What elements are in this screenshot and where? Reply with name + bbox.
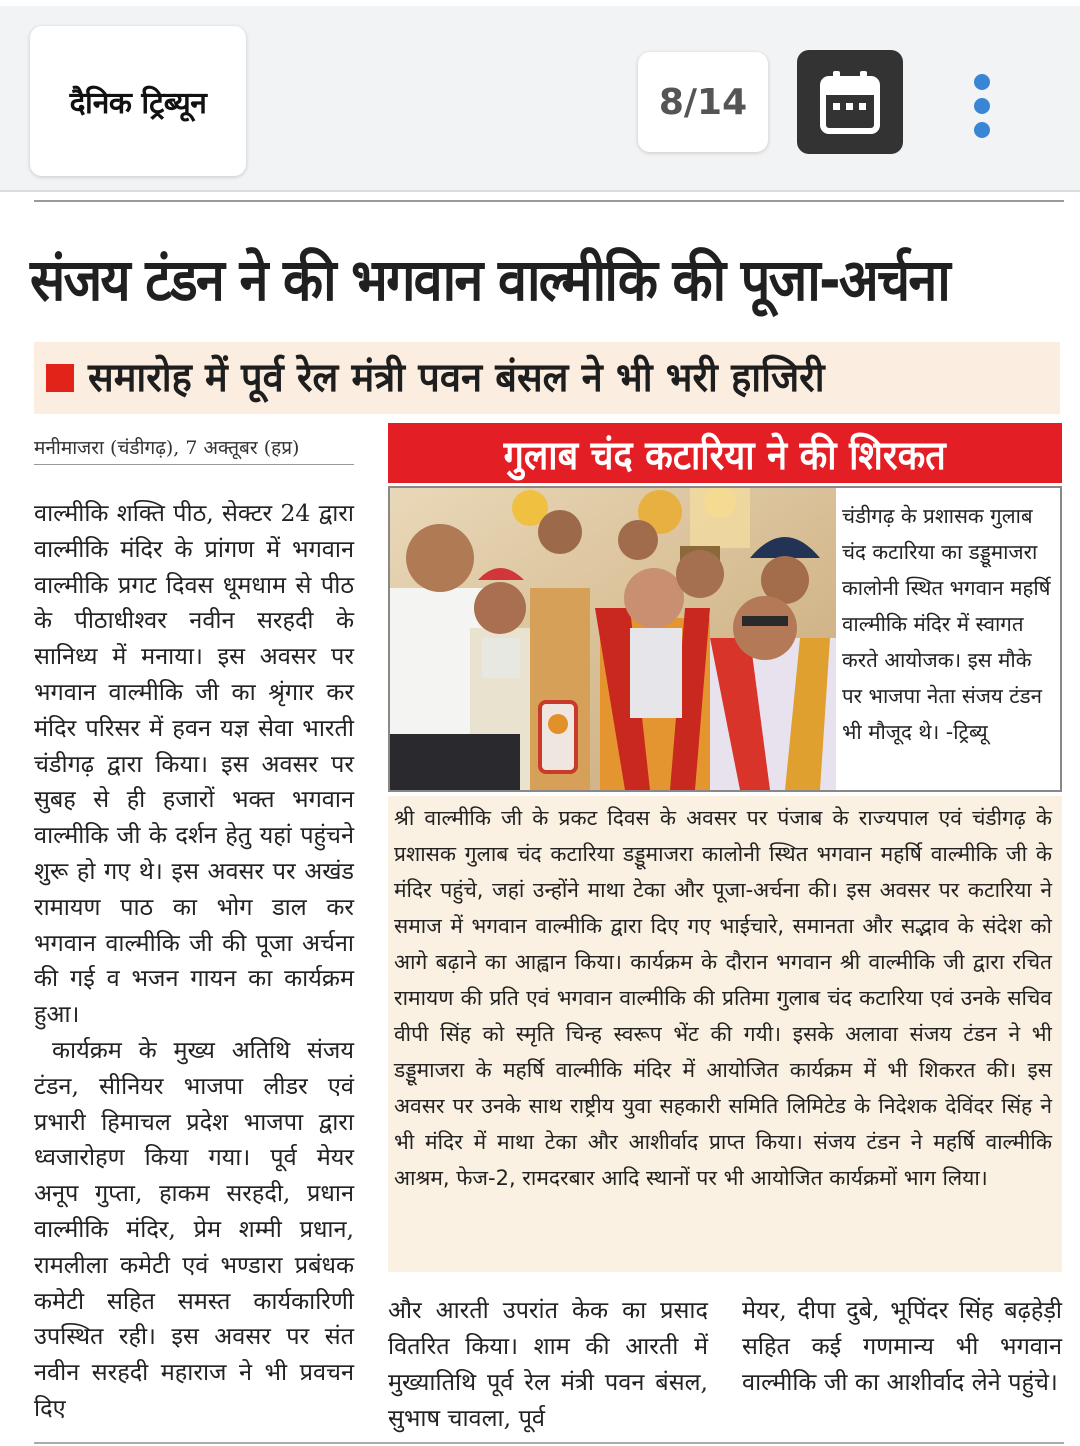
more-vert-icon-dot-3 [974, 122, 990, 138]
newspaper-logo-button[interactable] [30, 26, 246, 176]
sidebar-story-title: गुलाब चंद कटारिया ने की शिरकत [503, 432, 947, 479]
calendar-button[interactable] [797, 50, 903, 154]
red-bullet-icon [46, 364, 74, 392]
article-body-column-1 [34, 496, 354, 1427]
article-body-column-2: और आरती उपरांत केक का प्रसाद वितरित किया। शाम की आरती में मुख्यातिथि पूर्व रेल मंत्री पवन बंसल, सुभाष चावला, पूर्व [388, 1296, 708, 1432]
photo-caption: चंडीगढ़ के प्रशासक गुलाब चंद कटारिया का डड्डूमाजरा कालोनी स्थित भगवान महर्षि वाल्मीकि मंदिर में स्वागत करते आयोजक। इस मौके पर भाजपा नेता संजय टंडन भी मौजूद थे। -ट्रिब्यू [842, 504, 1051, 744]
article-dateline: मनीमाजरा (चंडीगढ़), 7 अक्तूबर (हप्र) [34, 437, 300, 459]
article-paragraph-1: वाल्मीकि शक्ति पीठ, सेक्टर 24 द्वारा वाल्मीकि मंदिर के प्रांगण में भगवान वाल्मीकि प्रगट दिवस धूमधाम से पीठ के पीठाधीश्वर नवीन सरहदी के सानिध्य में मनाया। इस अवसर पर भगवान वाल्मीकि जी का श्रृंगार कर मंदिर परिसर में हवन यज्ञ सेवा भारती चंडीगढ़ द्वारा किया। इस अवसर पर सुबह से ही हजारों भक्त भगवान वाल्मीकि जी के दर्शन हेतु यहां पहुंचने शुरू हो गए थे। इस अवसर पर अखंड रामायण पाठ का भोग डाल कर भगवान वाल्मीकि जी की पूजा अर्चना की गई व भजन गायन का कार्यक्रम हुआ। [34, 499, 354, 1029]
more-options-button[interactable] [960, 66, 1004, 146]
more-vert-icon-dot-2 [974, 98, 990, 114]
sidebar-story-text: श्री वाल्मीकि जी के प्रकट दिवस के अवसर पर पंजाब के राज्यपाल एवं चंडीगढ़ के प्रशासक गुलाब चंद कटारिया डड्डूमाजरा कालोनी स्थित भगवान महर्षि वाल्मीकि जी के मंदिर पहुंचे, जहां उन्होंने माथा टेका और पूजा-अर्चना की। इस अवसर पर कटारिया ने समाज में भगवान वाल्मीकि द्वारा दिए गए भाईचारे, समानता और सद्भाव के संदेश को आगे बढ़ाने का आह्वान किया। कार्यक्रम के दौरान भगवान श्री वाल्मीकि जी द्वारा रचित रामायण की प्रति एवं भगवान वाल्मीकि की प्रतिमा गुलाब चंद कटारिया एवं उनके सचिव वीपी सिंह को स्मृति चिन्ह स्वरूप भेंट की गयी। इसके अलावा संजय टंडन ने भी डड्डूमाजरा के महर्षि वाल्मीकि मंदिर में आयोजित कार्यक्रम में भी शिकरत की। इस अवसर पर उनके साथ राष्ट्रीय युवा सहकारी समिति लिमिटेड के निदेशक देविंदर सिंह ने भी मंदिर में माथा टेका और आशीर्वाद प्राप्त किया। संजय टंडन ने महर्षि वाल्मीकि आश्रम, फेज-2, रामदरबार आदि स्थानों पर भी आयोजित कार्यक्रमों भाग लिया। [394, 806, 1052, 1190]
newspaper-page-image[interactable] [0, 198, 1080, 1446]
app-top-bar [0, 0, 1080, 192]
subheadline-band [34, 342, 1060, 414]
event-photo-illustration [390, 488, 836, 790]
sidebar-story-banner [388, 423, 1062, 483]
article-headline: संजय टंडन ने की भगवान वाल्मीकि की पूजा-अर्चना [30, 246, 950, 314]
clip-top-rule [34, 200, 1064, 202]
newspaper-logo-text: दैनिक ट्रिब्यून [69, 85, 207, 121]
sidebar-story-text-box [388, 796, 1062, 1272]
more-vert-icon [974, 74, 990, 90]
calendar-icon [819, 69, 881, 135]
article-subheadline: समारोह में पूर्व रेल मंत्री पवन बंसल ने भी भरी हाजिरी [88, 355, 825, 401]
event-photo [390, 488, 836, 790]
dateline-rule [34, 464, 354, 465]
photo-box [388, 486, 1062, 792]
clip-bottom-rule [34, 1442, 1064, 1444]
page-counter[interactable]: 8/14 [638, 52, 768, 152]
article-paragraph-2: कार्यक्रम के मुख्य अतिथि संजय टंडन, सीनियर भाजपा लीडर एवं प्रभारी हिमाचल प्रदेश भाजपा द्वारा ध्वजारोहण किया गया। पूर्व मेयर अनूप गुप्ता, हाकम सरहदी, प्रधान वाल्मीकि मंदिर, प्रेम शम्मी प्रधान, रामलीला कमेटी एवं भण्डारा प्रबंधक कमेटी सहित समस्त कार्यकारिणी उपस्थित रही। इस अवसर पर संत नवीन सरहदी महाराज ने भी प्रवचन दिए [34, 1035, 354, 1422]
article-body-column-3: मेयर, दीपा दुबे, भूपिंदर सिंह बढ़हेड़ी सहित कई गणमान्य भी भगवान वाल्मीकि जी का आशीर्वाद लेने पहुंचे। [742, 1296, 1062, 1396]
